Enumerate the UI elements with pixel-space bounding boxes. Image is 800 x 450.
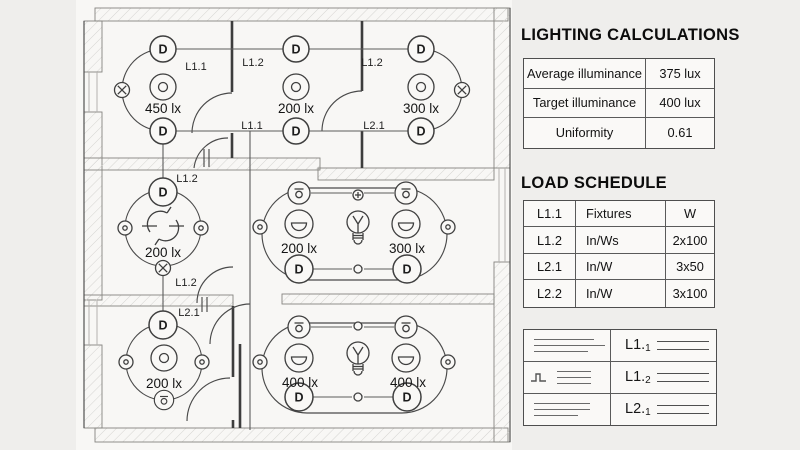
d-fixture <box>150 118 176 144</box>
legend-wire-lines <box>657 405 709 414</box>
sconce-icon <box>154 390 173 409</box>
load-row-watts: 2x100 <box>666 227 714 253</box>
legend-label: L2.1 <box>625 400 651 418</box>
step-symbol-icon <box>530 371 548 383</box>
d-fixture <box>283 118 309 144</box>
lux-label: 400 lx <box>281 375 319 390</box>
legend-entry <box>611 362 716 394</box>
socket-icon <box>253 220 267 234</box>
legend-table <box>523 329 717 426</box>
junction-icon <box>353 190 363 200</box>
d-fixture <box>393 255 421 283</box>
lux-label: 300 lx <box>402 101 440 116</box>
d-fixture-label: D <box>294 390 304 405</box>
legend-entry <box>611 394 716 426</box>
circuit-label: L2.1 <box>363 120 385 132</box>
load-row-watts: 3x50 <box>666 254 714 280</box>
sconce-icon <box>288 316 310 338</box>
sconce-icon <box>395 316 417 338</box>
circuit-label: L1.2 <box>242 57 264 69</box>
downlight-icon <box>285 344 313 372</box>
legend-label: L1.1 <box>625 336 651 354</box>
lamp-cross-icon <box>115 83 130 98</box>
d-fixture-label: D <box>416 42 426 57</box>
load-schedule-title: LOAD SCHEDULE <box>521 174 667 192</box>
target-illuminance-value: 400 lux <box>646 89 714 119</box>
legend-wire-lines <box>657 373 709 382</box>
circuit-label: L2.1 <box>178 307 200 319</box>
d-fixture <box>408 36 434 62</box>
ceiling-fixture-icon <box>283 74 309 100</box>
legend-wire-lines <box>657 341 709 350</box>
lighting-calculations-table <box>523 58 715 149</box>
circuit-label: L1.2 <box>175 277 197 289</box>
ceiling-fixture-icon <box>151 345 177 371</box>
d-fixture <box>150 36 176 62</box>
junction-icon <box>354 393 362 401</box>
downlight-icon <box>285 210 313 238</box>
lux-label: 200 lx <box>280 241 318 256</box>
d-fixture <box>408 118 434 144</box>
d-fixture-label: D <box>158 185 168 200</box>
socket-icon <box>441 355 455 369</box>
socket-icon <box>441 220 455 234</box>
d-fixture <box>285 255 313 283</box>
circuit-label: L1.2 <box>176 173 198 185</box>
socket-icon <box>118 221 132 235</box>
lamp-cross-icon <box>455 83 470 98</box>
downlight-icon <box>392 210 420 238</box>
lux-label: 400 lx <box>389 375 427 390</box>
uniformity-value: 0.61 <box>667 125 693 141</box>
socket-icon <box>253 355 267 369</box>
socket-icon <box>119 355 133 369</box>
load-row-watts: W <box>666 201 714 227</box>
lux-label: 200 lx <box>145 376 183 391</box>
d-fixture <box>149 178 177 206</box>
sconce-icon <box>395 182 417 204</box>
d-fixture-label: D <box>291 42 301 57</box>
junction-icon <box>354 322 362 330</box>
legend-entry <box>611 330 716 362</box>
target-illuminance-label: Target illuminance <box>524 89 646 119</box>
legend-label: L1.2 <box>625 368 651 386</box>
load-row-fixtures: Fixtures <box>576 201 666 227</box>
load-row-circuit: L1.1 <box>524 201 576 227</box>
lux-label: 200 lx <box>144 245 182 260</box>
load-row-watts: 3x100 <box>672 285 708 301</box>
d-fixture-label: D <box>416 124 426 139</box>
lux-label: 450 lx <box>144 101 182 116</box>
socket-icon <box>195 355 209 369</box>
socket-icon <box>194 221 208 235</box>
circuit-label: L1.1 <box>241 120 263 132</box>
lamp-cross-icon <box>156 261 171 276</box>
d-fixture-label: D <box>158 124 168 139</box>
uniformity-label: Uniformity <box>524 118 646 148</box>
d-fixture-label: D <box>402 390 412 405</box>
legend-symbol <box>524 394 611 426</box>
lighting-calculations-title: LIGHTING CALCULATIONS <box>521 26 740 44</box>
legend-symbol <box>524 330 611 362</box>
load-schedule-table <box>523 200 715 308</box>
ceiling-fixture-icon <box>408 74 434 100</box>
d-fixture-label: D <box>158 42 168 57</box>
avg-illuminance-value: 375 lux <box>646 59 714 89</box>
circuit-label: L1.2 <box>361 57 383 69</box>
ceiling-fixture-icon <box>150 74 176 100</box>
load-row-circuit: L2.1 <box>524 254 576 280</box>
lux-label: 200 lx <box>277 101 315 116</box>
d-fixture-label: D <box>402 262 412 277</box>
legend-symbol <box>524 362 611 394</box>
load-row-fixtures: In/W <box>576 254 666 280</box>
d-fixture-label: D <box>294 262 304 277</box>
downlight-icon <box>392 344 420 372</box>
load-row-circuit: L1.2 <box>524 227 576 253</box>
load-row-circuit: L2.2 <box>524 280 576 306</box>
d-fixture <box>149 311 177 339</box>
junction-icon <box>354 265 362 273</box>
d-fixture <box>283 36 309 62</box>
circuit-label: L1.1 <box>185 61 207 73</box>
load-row-fixtures: In/Ws <box>576 227 666 253</box>
d-fixture-label: D <box>291 124 301 139</box>
avg-illuminance-label: Average illuminance <box>524 59 646 89</box>
d-fixture-label: D <box>158 318 168 333</box>
sconce-icon <box>288 182 310 204</box>
load-row-fixtures: In/W <box>576 280 666 306</box>
lux-label: 300 lx <box>388 241 426 256</box>
